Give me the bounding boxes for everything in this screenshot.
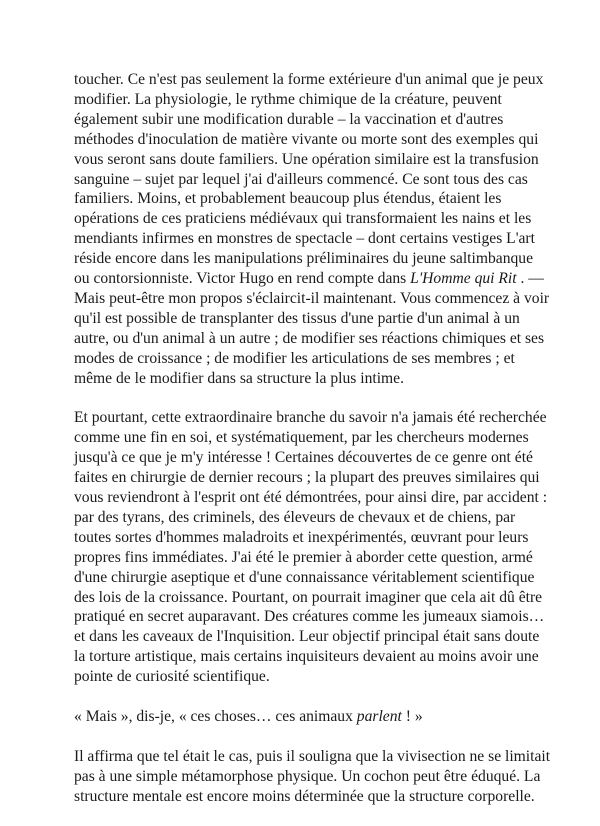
text-line xyxy=(74,269,544,289)
text-segment: « Mais », dis-je, « ces choses… ces animaux xyxy=(74,707,357,725)
text-line xyxy=(74,548,534,568)
document-body xyxy=(74,70,551,806)
text-line xyxy=(74,349,534,369)
text-segment: également subir une modification durable – la vaccination et d'autres xyxy=(74,110,504,128)
text-segment: modifier. La physiologie, le rythme chimique de la créature, peuvent xyxy=(74,90,502,108)
text-segment: d'une chirurgie aseptique et d'une connaissance véritablement scientifique xyxy=(74,568,535,586)
text-segment: Et pourtant, cette extraordinaire branche du savoir n'a jamais été recherchée xyxy=(74,409,547,427)
italic-text: L'Homme qui Rit xyxy=(410,270,517,288)
text-segment: jusqu'à ce que je m'y intéresse ! Certaines découvertes de ce genre ont été xyxy=(74,449,533,467)
text-line xyxy=(74,448,534,468)
text-line xyxy=(74,150,539,170)
text-line xyxy=(74,408,547,428)
text-segment: par des tyrans, des criminels, des éleveurs de chevaux et de chiens, par xyxy=(74,508,516,526)
text-line xyxy=(74,607,545,627)
text-segment: des lois de la croissance. Pourtant, on pourrait imaginer que cela ait dû être xyxy=(74,588,543,606)
text-segment: autre, ou d'un animal à un autre ; de modifier ses réactions chimiques et ses xyxy=(74,329,545,347)
text-segment: réside encore dans les manipulations préliminaires du jeune saltimbanque xyxy=(74,250,534,268)
text-line xyxy=(74,249,534,269)
text-line xyxy=(74,229,534,249)
paragraph xyxy=(74,747,551,807)
text-segment: comme une fin en soi, et systématiquement, par les chercheurs modernes xyxy=(74,429,529,447)
text-segment: pointe de curiosité scientifique. xyxy=(74,668,270,686)
text-segment: même de le modifier dans sa structure la plus intime. xyxy=(74,369,404,387)
text-segment: mendiants infirmes en monstres de spectacle – dont certains vestiges L'art xyxy=(74,230,535,248)
text-line xyxy=(74,747,551,767)
text-segment: Mais peut-être mon propos s'éclaircit-il maintenant. Vous commencez à voir xyxy=(74,289,550,307)
text-segment: opérations de ces praticiens médiévaux qui transformaient les nains et les xyxy=(74,210,532,228)
text-line xyxy=(74,90,534,110)
text-segment: vous reviendront à l'esprit ont été démontrées, pour ainsi dire, par accident : xyxy=(74,489,548,507)
text-line xyxy=(74,508,534,528)
text-line xyxy=(74,110,534,130)
text-segment: méthodes d'inoculation de matière vivante ou morte sont des exemples qui xyxy=(74,130,539,148)
text-segment: et dans les caveaux de l'Inquisition. Leur objectif principal était sans doute xyxy=(74,628,540,646)
text-line xyxy=(74,767,541,787)
paragraph xyxy=(74,408,548,687)
text-line xyxy=(74,468,540,488)
text-line xyxy=(74,528,534,548)
text-line xyxy=(74,289,550,309)
text-segment: toutes sortes d'hommes maladroits et inexpérimentés, œuvrant pour leurs xyxy=(74,528,529,546)
text-segment: Il affirma que tel était le cas, puis il souligna que la vivisection ne se limitait xyxy=(74,747,551,765)
text-line xyxy=(74,568,534,588)
text-segment: . — xyxy=(516,270,544,288)
text-line xyxy=(74,130,539,150)
text-line xyxy=(74,369,534,389)
text-line xyxy=(74,588,543,608)
text-line xyxy=(74,787,534,807)
text-segment: propres fins immédiates. J'ai été le premier à aborder cette question, armé xyxy=(74,548,533,566)
text-segment: ou contorsionniste. Victor Hugo en rend compte dans xyxy=(74,270,411,288)
text-line xyxy=(74,189,534,209)
text-segment: faites en chirurgie de dernier recours ; la plupart des preuves similaires qui xyxy=(74,469,540,487)
text-line xyxy=(74,647,539,667)
text-line xyxy=(74,707,534,727)
text-segment: modes de croissance ; de modifier les articulations de ses membres ; et xyxy=(74,349,515,367)
document-page xyxy=(74,70,551,826)
paragraph xyxy=(74,707,534,727)
text-segment: pratiqué en secret auparavant. Des créatures comme les jumeaux siamois… xyxy=(74,608,545,626)
text-segment: structure mentale est encore moins déterminée que la structure corporelle. xyxy=(74,787,535,805)
text-line xyxy=(74,329,545,349)
text-line xyxy=(74,309,534,329)
text-segment: toucher. Ce n'est pas seulement la forme extérieure d'un animal que je peux xyxy=(74,71,544,88)
text-line xyxy=(74,488,548,508)
text-segment: ! » xyxy=(401,707,423,725)
text-line xyxy=(74,627,540,647)
text-line xyxy=(74,209,534,229)
text-segment: familiers. Moins, et probablement beaucoup plus étendus, étaient les xyxy=(74,190,502,208)
text-line xyxy=(74,667,534,687)
text-line xyxy=(74,170,534,190)
text-segment: sanguine – sujet par lequel j'ai d'ailleurs commencé. Ce sont tous des cas xyxy=(74,170,528,188)
text-segment: la torture artistique, mais certains inquisiteurs devaient au moins avoir une xyxy=(74,648,539,666)
italic-text: parlent xyxy=(356,707,402,725)
text-segment: qu'il est possible de transplanter des tissus d'une partie d'un animal à un xyxy=(74,309,520,327)
text-line xyxy=(74,70,544,90)
paragraph xyxy=(74,70,550,389)
text-segment: vous seront sans doute familiers. Une opération similaire est la transfusion xyxy=(74,150,539,168)
text-line xyxy=(74,428,534,448)
text-segment: pas à une simple métamorphose physique. Un cochon peut être éduqué. La xyxy=(74,767,541,785)
